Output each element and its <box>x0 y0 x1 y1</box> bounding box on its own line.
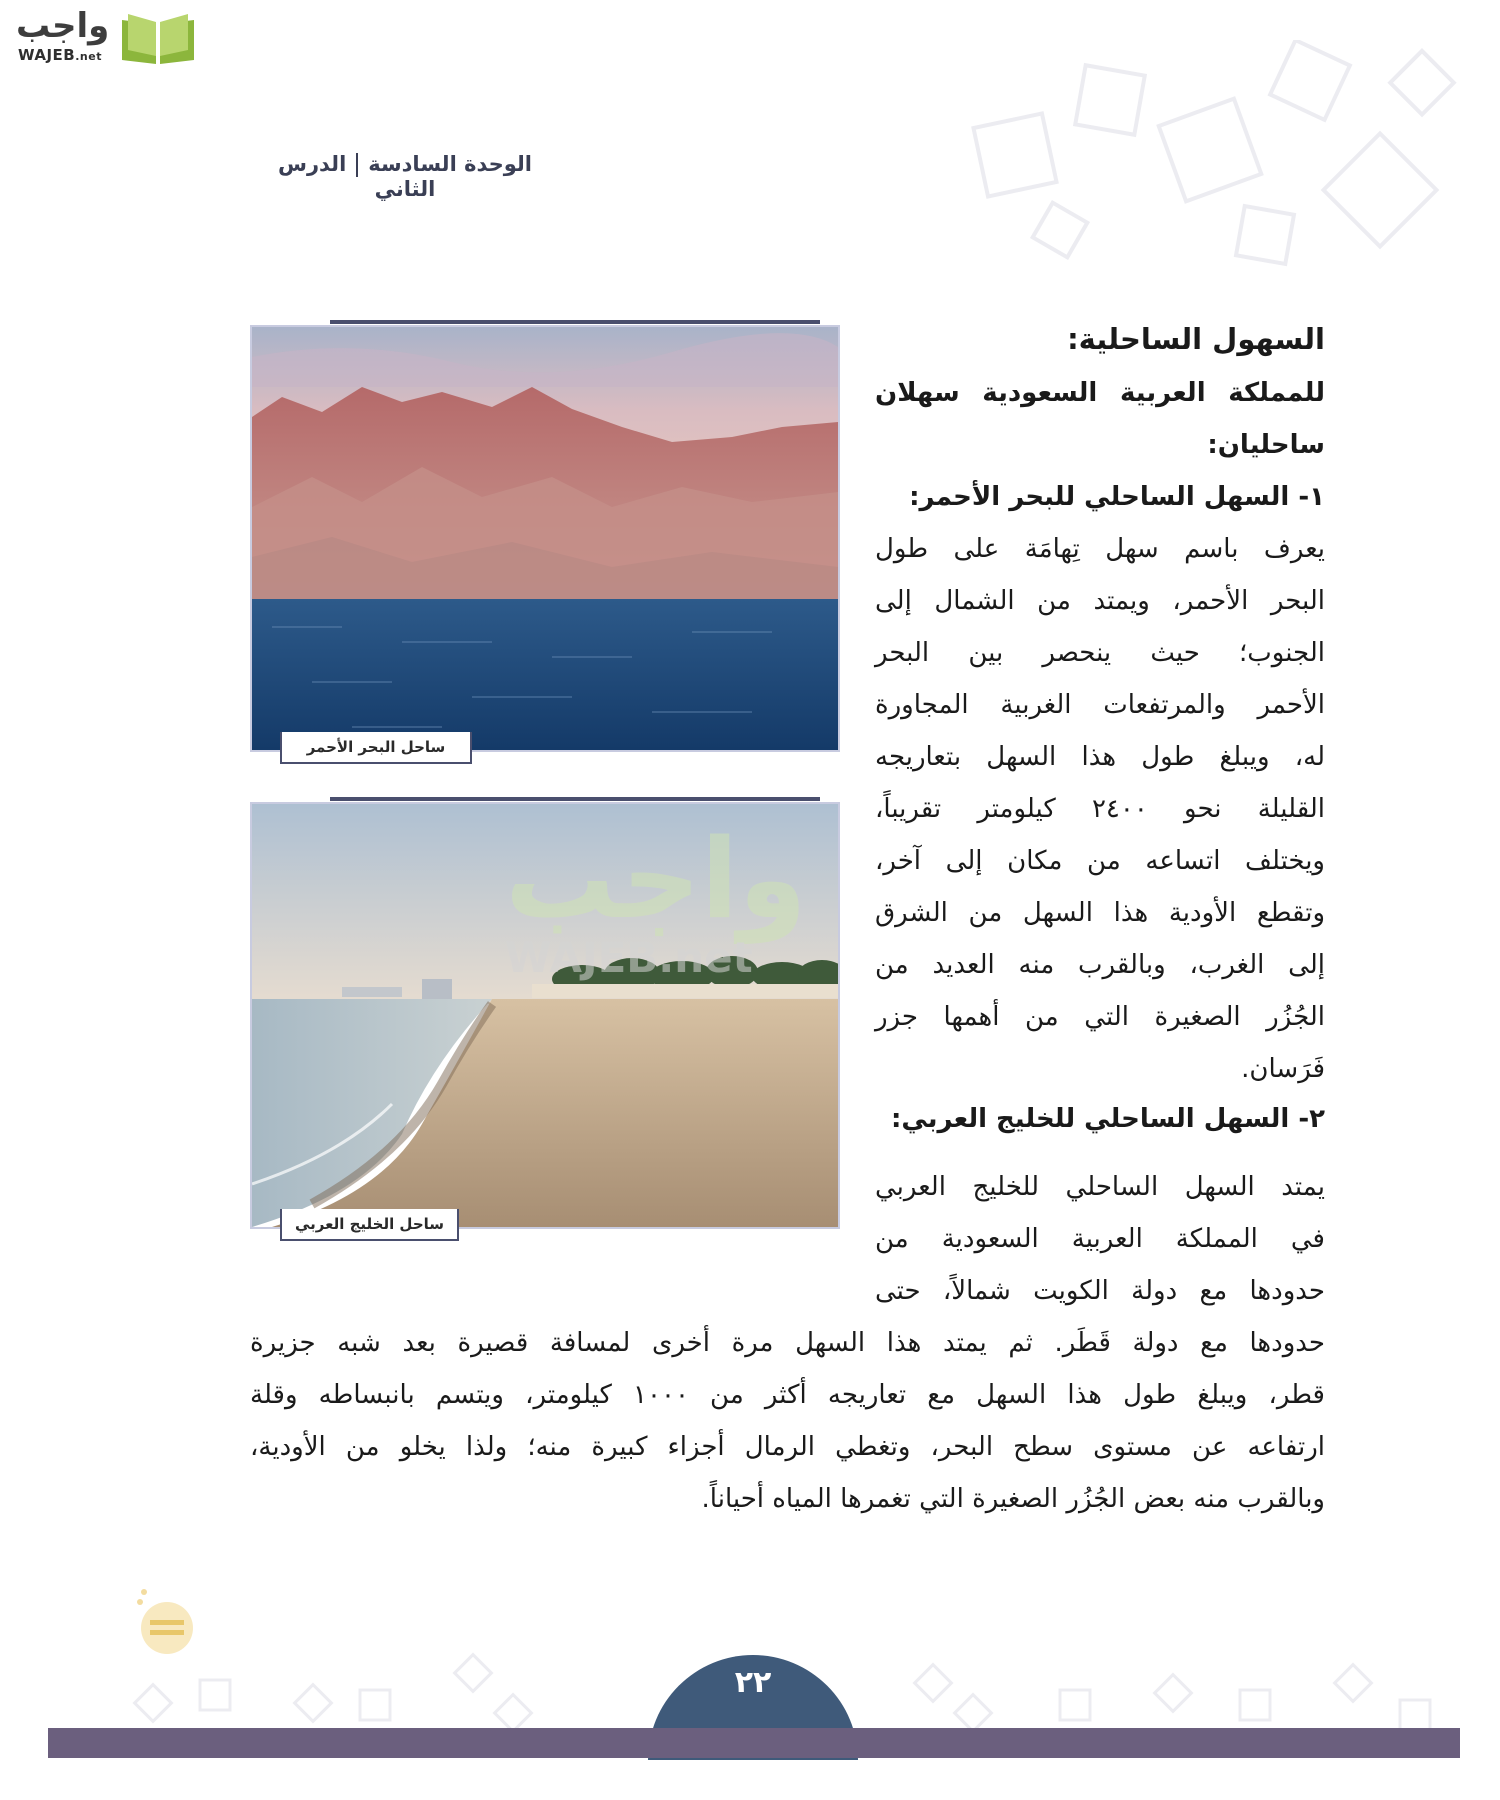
paragraph-line: وتقطع الأودية هذا السهل من الشرق <box>875 898 1325 928</box>
watermark-arabic: واجب <box>505 815 807 943</box>
subheading-red-sea: ١- السهل الساحلي للبحر الأحمر: <box>909 482 1325 512</box>
paragraph-line: إلى الغرب، وبالقرب منه العديد من <box>875 950 1325 980</box>
red-sea-caption: ساحل البحر الأحمر <box>280 732 472 764</box>
intro-line: ساحليان: <box>1207 430 1325 460</box>
paragraph-line: الجنوب؛ حيث ينحصر بين البحر <box>875 638 1325 668</box>
paragraph-line: ارتفاعه عن مستوى سطح البحر، وتغطي الرمال أجزاء كبيرة منه؛ ولذا يخلو من الأودية، <box>250 1432 1325 1462</box>
paragraph-line: القليلة نحو ٢٤٠٠ كيلومتر تقريباً، <box>875 794 1325 824</box>
book-icon <box>118 10 198 66</box>
paragraph-line: في المملكة العربية السعودية من <box>875 1224 1325 1254</box>
logo-arabic: واجب <box>16 6 110 46</box>
paragraph-line: حدودها مع دولة قَطَر. ثم يمتد هذا السهل مرة أخرى لمسافة قصيرة بعد شبه جزيرة <box>250 1328 1325 1358</box>
paragraph-line: حدودها مع دولة الكويت شمالاً، حتى <box>875 1276 1325 1306</box>
logo-latin: WAJEB.net <box>18 46 102 64</box>
site-logo[interactable] <box>10 6 195 68</box>
paragraph-line: وبالقرب منه بعض الجُزُر الصغيرة التي تغمرها المياه أحياناً. <box>701 1484 1325 1514</box>
red-sea-photo <box>250 325 840 752</box>
unit-lesson-header <box>250 152 560 201</box>
red-sea-photo-frame <box>250 320 840 770</box>
ministry-emblem <box>132 1580 202 1660</box>
paragraph-line: فَرَسان. <box>1241 1054 1325 1084</box>
arabian-gulf-caption: ساحل الخليج العربي <box>280 1209 459 1241</box>
footer-bar <box>48 1728 1460 1758</box>
paragraph-line: البحر الأحمر، ويمتد من الشمال إلى <box>875 586 1325 616</box>
paragraph-line: قطر، ويبلغ طول هذا السهل مع تعاريجه أكثر من ١٠٠٠ كيلومتر، ويتسم بانبساطه وقلة <box>250 1380 1325 1410</box>
paragraph-line: له، ويبلغ طول هذا السهل بتعاريجه <box>875 742 1325 772</box>
paragraph-line: يعرف باسم سهل تِهامَة على طول <box>875 534 1325 564</box>
watermark-latin: WAJEB.net <box>505 933 753 982</box>
decorative-pattern <box>940 40 1460 280</box>
intro-line: للمملكة العربية السعودية سهلان <box>875 378 1325 408</box>
paragraph-line: ويختلف اتساعه من مكان إلى آخر، <box>875 846 1325 876</box>
paragraph-line: يمتد السهل الساحلي للخليج العربي <box>875 1172 1325 1202</box>
lesson-label: الدرس الثاني <box>277 152 436 201</box>
paragraph-line: الجُزُر الصغيرة التي من أهمها جزر <box>875 1002 1325 1032</box>
subheading-arabian-gulf: ٢- السهل الساحلي للخليج العربي: <box>891 1104 1325 1134</box>
paragraph-line: الأحمر والمرتفعات الغربية المجاورة <box>875 690 1325 720</box>
unit-label: الوحدة السادسة <box>368 152 532 176</box>
page-number: ٢٢ <box>734 1665 772 1700</box>
watermark <box>505 815 865 995</box>
section-title: السهول الساحلية: <box>1067 322 1325 356</box>
